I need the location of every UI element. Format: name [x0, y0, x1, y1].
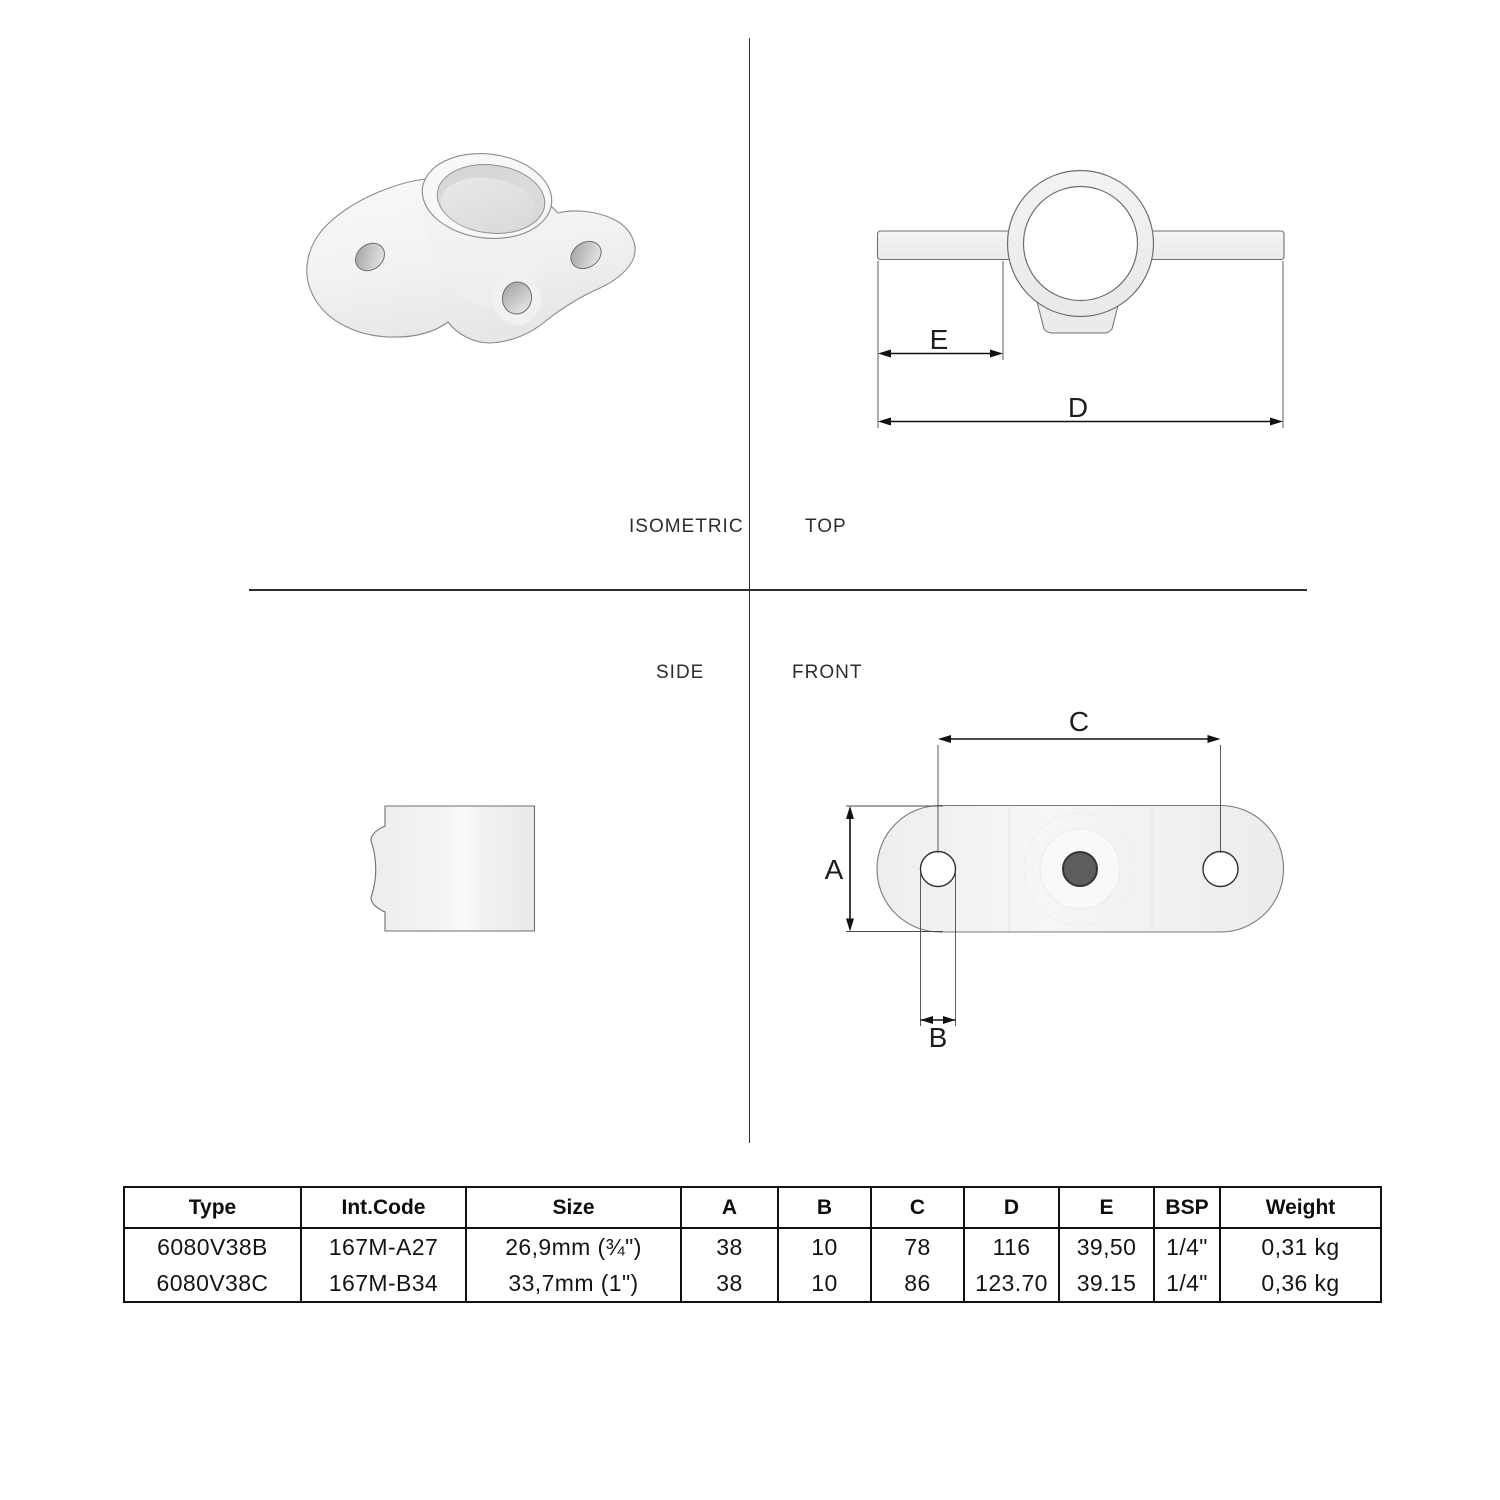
top-right-arm	[1146, 231, 1284, 260]
top-ring-bore	[1024, 187, 1138, 301]
col-header-weight: Weight	[1220, 1187, 1381, 1228]
dim-a-arrow-bottom	[846, 919, 854, 932]
spec-cell-d: 116	[964, 1228, 1059, 1265]
caption-side: SIDE	[656, 662, 705, 683]
spec-cell-c: 86	[871, 1265, 964, 1302]
spec-cell-a: 38	[681, 1228, 778, 1265]
spec-header-row	[124, 1187, 1381, 1228]
caption-front: FRONT	[792, 662, 863, 683]
spec-cell-type: 6080V38C	[124, 1265, 301, 1302]
dim-e-label: E	[929, 324, 949, 355]
col-header-e: E	[1059, 1187, 1154, 1228]
dim-d-label: D	[1067, 392, 1089, 423]
top-view-drawing	[850, 150, 1320, 450]
side-view-drawing	[350, 780, 570, 950]
isometric-view-drawing	[290, 130, 650, 360]
spec-cell-intcode: 167M-A27	[301, 1228, 466, 1265]
spec-cell-e: 39.15	[1059, 1265, 1154, 1302]
front-center-hole	[1063, 852, 1097, 886]
col-header-bsp: BSP	[1154, 1187, 1220, 1228]
top-left-arm	[878, 231, 1015, 260]
spec-cell-bsp: 1/4"	[1154, 1228, 1220, 1265]
dim-b-label: B	[928, 1022, 948, 1053]
spec-cell-intcode: 167M-B34	[301, 1265, 466, 1302]
col-header-a: A	[681, 1187, 778, 1228]
spec-table	[123, 1186, 1382, 1303]
col-header-d: D	[964, 1187, 1059, 1228]
spec-cell-e: 39,50	[1059, 1228, 1154, 1265]
dim-d-arrow-left	[878, 418, 891, 426]
col-header-b: B	[778, 1187, 871, 1228]
spec-cell-size: 26,9mm (¾")	[466, 1228, 681, 1265]
crosshair-horizontal-line	[249, 589, 1307, 591]
dim-c-arrow-left	[938, 735, 951, 743]
spec-cell-b: 10	[778, 1228, 871, 1265]
caption-isometric: ISOMETRIC	[629, 516, 744, 537]
col-header-size: Size	[466, 1187, 681, 1228]
caption-top: TOP	[805, 516, 847, 537]
dim-e-arrow-left	[878, 350, 891, 358]
dim-d-arrow-right	[1270, 418, 1283, 426]
col-header-type: Type	[124, 1187, 301, 1228]
spec-row	[124, 1228, 1381, 1265]
side-collar-band	[447, 807, 480, 930]
front-left-hole	[921, 852, 956, 887]
spec-cell-a: 38	[681, 1265, 778, 1302]
dim-c-label: C	[1068, 706, 1090, 737]
spec-cell-type: 6080V38B	[124, 1228, 301, 1265]
spec-cell-bsp: 1/4"	[1154, 1265, 1220, 1302]
col-header-intcode: Int.Code	[301, 1187, 466, 1228]
dim-a-label: A	[824, 854, 844, 885]
dim-c-arrow-right	[1208, 735, 1221, 743]
dim-a-arrow-top	[846, 806, 854, 819]
front-right-hole	[1203, 852, 1238, 887]
spec-row	[124, 1265, 1381, 1302]
dim-e-arrow-right	[990, 350, 1003, 358]
spec-cell-b: 10	[778, 1265, 871, 1302]
spec-cell-size: 33,7mm (1")	[466, 1265, 681, 1302]
col-header-c: C	[871, 1187, 964, 1228]
spec-cell-d: 123.70	[964, 1265, 1059, 1302]
spec-cell-weight: 0,36 kg	[1220, 1265, 1381, 1302]
spec-cell-weight: 0,31 kg	[1220, 1228, 1381, 1265]
spec-cell-c: 78	[871, 1228, 964, 1265]
front-view-drawing	[815, 690, 1315, 1055]
